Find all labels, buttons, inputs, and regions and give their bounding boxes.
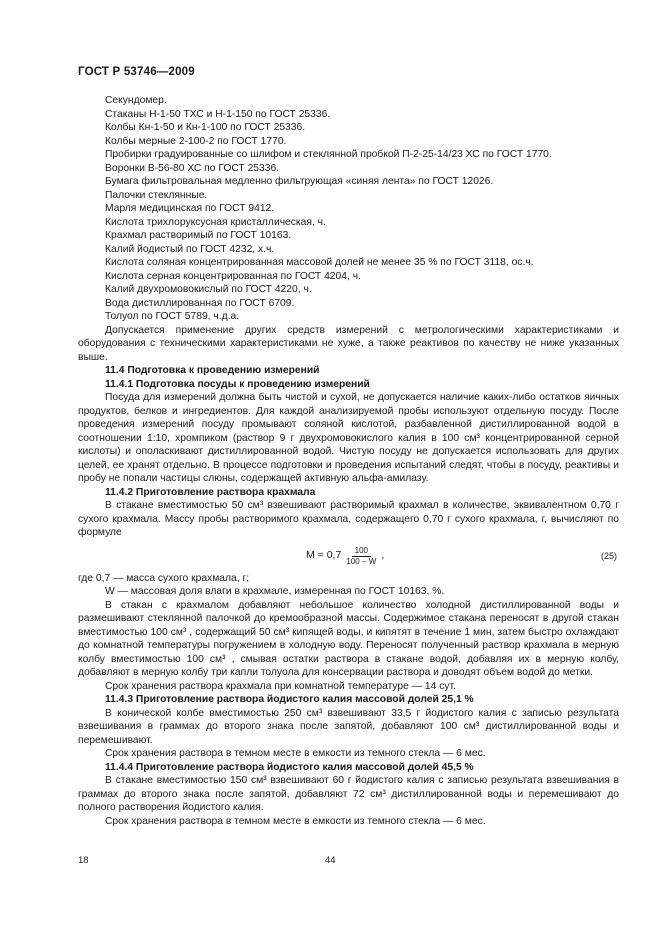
list-item: Вода дистиллированная по ГОСТ 6709.: [105, 297, 295, 309]
formula-where-2: W — массовая доля влаги в крахмале, измеренная по ГОСТ 10163, %.: [105, 586, 445, 597]
formula-denominator: 100 − W: [346, 556, 377, 566]
list-item: Колбы мерные 2-100-2 по ГОСТ 1770.: [105, 135, 287, 147]
paragraph-ki-45: В стакане вместимостью 150 см³ взвешивают 60 г йодистого калия с записью результата взвешивания в граммах до второго знака после запятой, добавляют 72 см³ дистиллированной воды и перемешивают до полного растворения йодистого калия.: [78, 775, 619, 813]
formula-where-1: где 0,7 — масса сухого крахмала, г;: [78, 572, 250, 584]
list-item: Марля медицинская по ГОСТ 9412.: [105, 203, 275, 214]
paragraph-ki-25-storage: Срок хранения раствора в темном месте в емкости из темного стекла — 6 мес.: [105, 748, 486, 759]
list-item: Бумага фильтровальная медленно фильтрующая «синяя лента» по ГОСТ 12026.: [105, 176, 494, 187]
list-item: Кислота серная концентрированная по ГОСТ 4204, ч.: [105, 270, 361, 282]
paragraph-glassware-prep: Посуда для измерений должна быть чистой и сухой, не допускается наличие каких-либо остатков яичных продуктов, белков и ингредиентов. Для каждой анализируемой пробы используют отдельную посуду. После проведения измерений посуду промывают соляной кислотой, разбавленной дистиллированной водой в соотношении 1:10, хромпиком (раствор 9 г двухромовокислого калия в 100 см³ концентрированной серной кислоты) и ополаскивают дистиллированной водой. Чистую посуду не допускается использовать для других целей, ее хранят отдельно. В процессе подготовки и проведения испытаний следят, чтобы в посуду, реактивы и пробу не попали частицы слюны, содержащей активную альфа-амилазу.: [78, 392, 619, 484]
formula-fraction: [343, 546, 379, 567]
paragraph-ki-25: В конической колбе вместимостью 250 см³ взвешивают 33,5 г йодистого калия с записью результата взвешивания в граммах до второго знака после запятой, добавляют 100 см³ дистиллированной воды и перемешивают.: [78, 707, 619, 746]
list-item: Толуол по ГОСТ 5789, ч.д.а.: [105, 311, 240, 322]
paragraph-starch-storage: Срок хранения раствора крахмала при комнатной температуре — 14 сут.: [105, 680, 456, 692]
page-number: 18: [78, 855, 89, 866]
list-item: Калий двухромовокислый по ГОСТ 4220, ч.: [105, 284, 312, 295]
list-item: Секундомер.: [105, 95, 167, 106]
equipment-list: [78, 94, 619, 324]
section-heading-11-4-2: 11.4.2 Приготовление раствора крахмала: [105, 486, 316, 498]
page-content: [78, 94, 619, 828]
paragraph-starch-weighing: В стакане вместимостью 50 см³ взвешивают растворимый крахмал в количестве, эквивалентном 0,70 г сухого крахмала. Массу пробы растворимого крахмала, содержащего 0,70 г сухого крахмала, г, вычисляют по формуле: [78, 500, 619, 538]
formula-numerator: 100: [352, 546, 371, 557]
section-heading-11-4-3: 11.4.3 Приготовление раствора йодистого калия массовой долей 25,1 %: [105, 694, 474, 705]
paragraph-allowed-alternatives: Допускается применение других средств измерений с метрологическими характеристиками и оборудования с техническими характеристиками не хуже, а также реактивов по качеству не ниже указанных выше.: [78, 324, 619, 363]
section-heading-11-4-4: 11.4.4 Приготовление раствора йодистого калия массовой долей 45,5 %: [105, 761, 474, 773]
list-item: Стаканы Н-1-50 ТХС и Н-1-150 по ГОСТ 25336.: [105, 108, 331, 120]
formula-tail: ,: [381, 549, 385, 562]
list-item: Крахмал растворимый по ГОСТ 10163.: [105, 230, 292, 241]
formula-expression: [306, 546, 384, 567]
document-header: ГОСТ Р 53746—2009: [78, 66, 195, 78]
paragraph-starch-solution: В стакан с крахмалом добавляют небольшое количество холодной дистиллированной воды и размешивают стеклянной палочкой до кремообразной массы. Содержимое стакана переносят в другой стакан вместимостью 100 см³ , содержащий 50 см³ кипящей воды, и кипятят в течение 1 мин, затем быстро охлаждают до комнатной температуры погружением в холодную воду. Переносят полученный раствор крахмала в мерную колбу вместимостью 100 см³ , смывая остатки раствора в стакане водой, добавляя их в мерную колбу, добавляют в мерную колбу три капли толуола для консервации раствора и доводят объем водой до метки.: [78, 599, 619, 678]
list-item: Кислота трихлоруксусная кристаллическая, ч.: [105, 216, 326, 228]
section-heading-11-4: 11.4 Подготовка к проведению измерений: [105, 365, 320, 376]
paragraph-ki-45-storage: Срок хранения раствора в темном месте в емкости из темного стекла — 6 мес.: [105, 815, 486, 827]
list-item: Колбы Кн-1-50 и Кн-1-100 по ГОСТ 25336.: [105, 122, 306, 133]
list-item: Палочки стеклянные.: [105, 189, 208, 201]
list-item: Калий йодистый по ГОСТ 4232, х.ч.: [105, 243, 275, 255]
formula-25: [78, 542, 619, 570]
list-item: Воронки В-56-80 ХС по ГОСТ 25336.: [105, 162, 280, 174]
section-heading-11-4-1: 11.4.1 Подготовка посуды к проведению измерений: [105, 378, 370, 390]
sheet-number: 44: [325, 855, 336, 866]
equation-number: (25): [600, 550, 617, 561]
formula-lhs: M = 0,7: [306, 549, 342, 562]
list-item: Пробирки градуированные со шлифом и стеклянной пробкой П-2-25-14/23 ХС по ГОСТ 1770.: [105, 149, 552, 160]
list-item: Кислота соляная концентрированная массовой долей не менее 35 % по ГОСТ 3118, ос.ч.: [105, 257, 534, 268]
